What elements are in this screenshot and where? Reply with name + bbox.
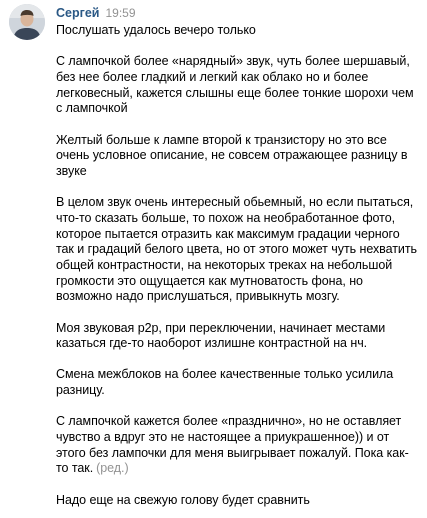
message-time: 19:59 (105, 6, 136, 20)
message-paragraph: Послушать удалось вечеро только (56, 23, 256, 37)
message-paragraph: Смена межблоков на более качественные только усилила разницу. (56, 367, 394, 398)
message-paragraph: Желтый больше к лампе второй к транзистору но это все очень условное описание, не совсем отражающее разницу в звуке (56, 132, 408, 178)
message-content (56, 4, 418, 508)
message-paragraph: Надо еще на свежую голову будет сравнить (56, 492, 310, 507)
message-paragraph-text: С лампочкой кажется более «празднично», но не оставляет чувство а вдруг это не настоящее а приукрашенное)) и от этого без лампочки для меня выигрывает пожалуй. Пока как-то так. (56, 414, 409, 476)
message-paragraph: С лампочкой более «нарядный» звук, чуть более шершавый, без нее более гладкий и легкий как облако но и более легковесный, кажется слышны еще более тонкие шорохи чем с лампочкой (56, 54, 414, 116)
avatar[interactable] (9, 4, 45, 40)
edited-label[interactable]: (ред.) (96, 461, 129, 476)
user-avatar-icon (9, 4, 45, 40)
message-paragraph: В целом звук очень интересный обьемный, но если пытаться, что-то сказать больше, то похож на необработанное фото, которое пытается отразить как максимум градации черного так и градаций белого цвета, но от этого может чуть нехватить общей контрастности, на некоторых треках на небольшой громкости это ощущается как мутноватость фона, но возможно надо прислушаться, привыкнуть мозгу. (56, 195, 418, 304)
message-paragraph: Моя звуковая р2р, при переключении, начинает местами казаться где-то наоборот излишне контрастной на нч. (56, 320, 386, 351)
author-name-link[interactable]: Сергей (56, 6, 100, 20)
message-header (56, 4, 418, 21)
message-paragraph-with-edit (56, 414, 418, 477)
